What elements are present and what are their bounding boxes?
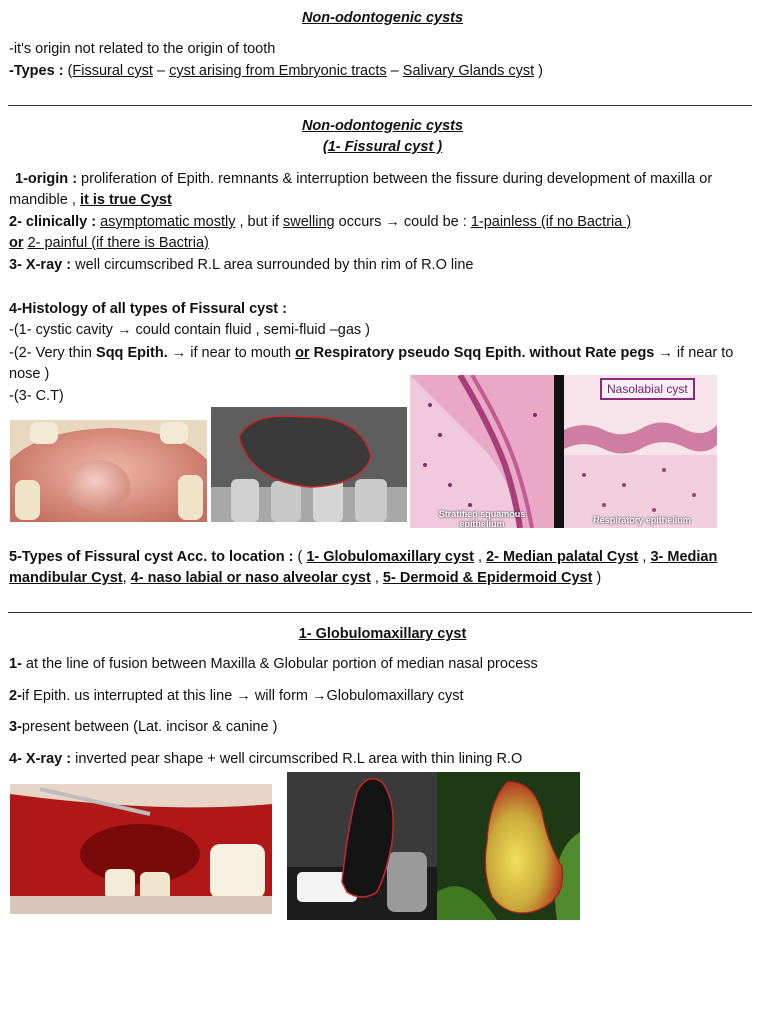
xray-text: well circumscribed R.L area surrounded by thin rim of R.O line bbox=[71, 257, 474, 273]
types-label: -Types : bbox=[9, 63, 64, 79]
point-text: if Epith. us interrupted at this line → will form →Globulomaxillary cyst bbox=[21, 688, 464, 704]
type-embryonic: cyst arising from Embryonic tracts bbox=[169, 63, 387, 79]
histology-stratified bbox=[410, 375, 554, 528]
point-label: 2- bbox=[9, 688, 22, 704]
type-2: 2- Median palatal Cyst bbox=[486, 549, 639, 565]
surgery-photo bbox=[10, 784, 272, 914]
globulo-point-2 bbox=[9, 686, 756, 707]
section1-origin: -it's origin not related to the origin of tooth bbox=[9, 41, 276, 57]
label-nasolabial: Nasolabial cyst bbox=[600, 378, 695, 400]
clinically-paragraph bbox=[9, 212, 756, 254]
section1-types bbox=[9, 61, 756, 82]
paren-close: ) bbox=[534, 63, 543, 79]
xray-maxilla bbox=[211, 407, 407, 522]
type-fissural: Fissural cyst bbox=[72, 63, 153, 79]
clin-painful: 2- painful (if there is Bactria) bbox=[27, 235, 209, 251]
globulo-point-1 bbox=[9, 654, 756, 675]
clin-swelling: swelling bbox=[283, 214, 335, 230]
xray-pear-shape bbox=[287, 772, 437, 920]
dash: – bbox=[386, 63, 403, 79]
histology-3: -(3- C.T) bbox=[9, 388, 64, 404]
section2-title: Non-odontogenic cysts bbox=[301, 118, 464, 134]
type-3: 3- Median mandibular Cyst bbox=[9, 549, 718, 586]
point-label: 4- X-ray : bbox=[9, 751, 72, 767]
types-label: 5-Types of Fissural cyst Acc. to location : bbox=[9, 549, 294, 565]
sep: , bbox=[473, 549, 487, 565]
caption-stratified: Stratified squamous epithelium bbox=[438, 509, 526, 528]
sep: , bbox=[370, 570, 383, 586]
xray-label: 3- X-ray : bbox=[9, 257, 72, 273]
clin-asym: asymptomatic mostly bbox=[100, 214, 236, 230]
pear-photo bbox=[437, 772, 580, 920]
paren-open: ( bbox=[63, 63, 73, 79]
clin-mid: , but if bbox=[235, 214, 284, 230]
histology-1: -(1- cystic cavity → could contain fluid , semi-fluid –gas ) bbox=[9, 322, 371, 338]
types-paragraph bbox=[9, 547, 756, 589]
point-text: present between (Lat. incisor & canine ) bbox=[21, 719, 278, 735]
origin-paragraph bbox=[9, 169, 756, 211]
divider bbox=[8, 612, 752, 613]
type-4: 4- naso labial or naso alveolar cyst bbox=[130, 570, 371, 586]
dash: – bbox=[152, 63, 170, 79]
clin-painless: 1-painless (if no Bactria ) bbox=[470, 214, 632, 230]
paren-open: ( bbox=[293, 549, 307, 565]
hist2-or: or bbox=[295, 345, 310, 361]
hist2-a: -(2- Very thin bbox=[9, 345, 97, 361]
type-5: 5- Dermoid & Epidermoid Cyst bbox=[382, 570, 593, 586]
palate-photo bbox=[10, 420, 207, 522]
globulo-point-3 bbox=[9, 717, 756, 738]
origin-text: proliferation of Epith. remnants & interruption between the fissure during development of maxilla or mandible , bbox=[9, 171, 713, 208]
point-text: at the line of fusion between Maxilla & Globular portion of median nasal process bbox=[21, 656, 538, 672]
hist2-f: → if near to nose ) bbox=[9, 345, 734, 382]
sep: , bbox=[122, 570, 131, 586]
hist2-b: Sqq Epith. bbox=[96, 345, 168, 361]
hist2-e: Respiratory pseudo Sqq Epith. without Rate pegs bbox=[313, 345, 655, 361]
type-1: 1- Globulomaxillary cyst bbox=[306, 549, 474, 565]
image-divider bbox=[554, 375, 564, 528]
xray-paragraph bbox=[9, 255, 756, 276]
point-label: 3- bbox=[9, 719, 22, 735]
section1-title: Non-odontogenic cysts bbox=[301, 10, 464, 26]
point-label: 1- bbox=[9, 656, 22, 672]
histology-respiratory bbox=[564, 375, 717, 528]
globulo-point-4 bbox=[9, 749, 756, 770]
hist2-c: → if near to mouth bbox=[167, 345, 296, 361]
histology-title: 4-Histology of all types of Fissural cyst : bbox=[9, 301, 287, 317]
type-salivary: Salivary Glands cyst bbox=[402, 63, 535, 79]
divider bbox=[8, 105, 752, 106]
sep: , bbox=[638, 549, 651, 565]
section3-title: 1- Globulomaxillary cyst bbox=[298, 626, 467, 642]
clin-mid2: occurs → could be : bbox=[334, 214, 471, 230]
clin-or: or bbox=[9, 235, 24, 251]
clin-label: 2- clinically : bbox=[9, 214, 97, 230]
point-text: inverted pear shape + well circumscribed R.L area with thin lining R.O bbox=[71, 751, 523, 767]
paren-close: ) bbox=[592, 570, 602, 586]
section2-subtitle: (1- Fissural cyst ) bbox=[322, 139, 443, 155]
caption-respiratory: Respiratory epithelium bbox=[593, 515, 691, 525]
origin-true: it is true Cyst bbox=[79, 192, 172, 208]
origin-label: 1-origin : bbox=[15, 171, 78, 187]
